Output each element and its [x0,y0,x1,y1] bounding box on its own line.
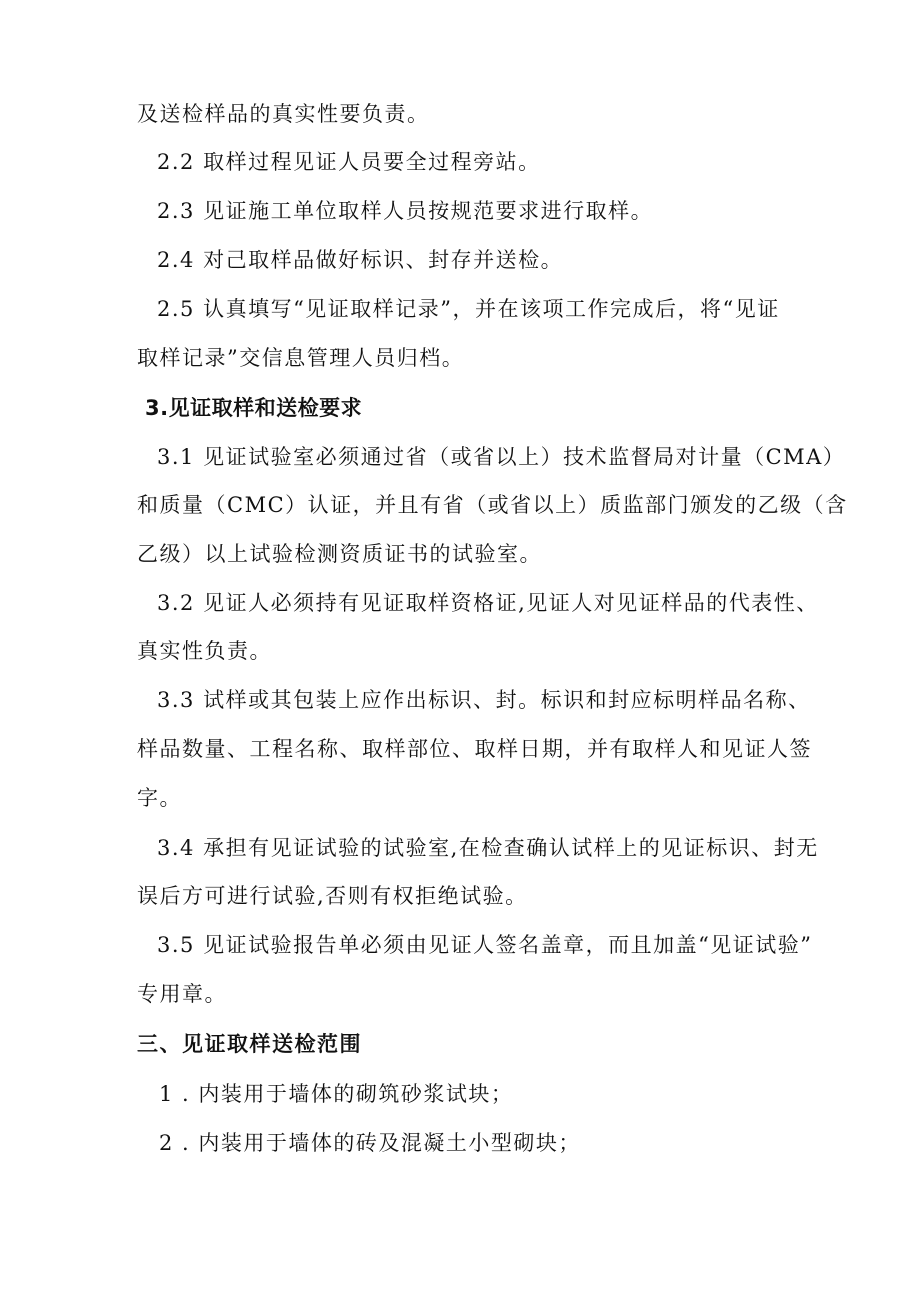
paragraph-line: 取样记录”交信息管理人员归档。 [137,346,465,370]
paragraph-line: 误后方可进行试验,否则有权拒绝试验。 [137,884,528,908]
list-item: 2 . 内装用于墙体的砖及混凝土小型砌块； [159,1131,581,1155]
paragraph-line: 专用章。 [137,982,227,1006]
paragraph-line: 3.5 见证试验报告单必须由见证人签名盖章，而且加盖“见证试验” [157,933,813,957]
section-heading: 三、见证取样送检范围 [137,1032,362,1056]
paragraph-line: 乙级）以上试验检测资质证书的试验室。 [137,542,542,566]
paragraph-line: 3.2 见证人必须持有见证取样资格证,见证人对见证样品的代表性、 [157,591,819,615]
paragraph-line: 样品数量、工程名称、取样部位、取样日期，并有取样人和见证人签 [137,737,812,761]
paragraph-line: 2.4 对己取样品做好标识、封存并送检。 [157,248,564,272]
paragraph-line: 3.3 试样或其包装上应作出标识、封。标识和封应标明样品名称、 [157,688,811,712]
paragraph-line: 2.3 见证施工单位取样人员按规范要求进行取样。 [157,199,654,223]
paragraph-line: 2.2 取样过程见证人员要全过程旁站。 [157,150,541,174]
section-heading: 3.见证取样和送检要求 [145,396,363,420]
paragraph-line: 3.1 见证试验室必须通过省（或省以上）技术监督局对计量（CMA） [157,445,846,469]
paragraph-line: 和质量（CMC）认证，并且有省（或省以上）质监部门颁发的乙级（含 [137,493,848,517]
list-item: 1 . 内装用于墙体的砌筑砂浆试块； [159,1082,514,1106]
paragraph-line: 字。 [137,786,182,810]
paragraph-line: 2.5 认真填写“见证取样记录”，并在该项工作完成后，将“见证 [157,297,780,321]
paragraph-line: 3.4 承担有见证试验的试验室,在检查确认试样上的见证标识、封无 [157,836,819,860]
paragraph-line: 真实性负责。 [137,639,272,663]
paragraph-line: 及送检样品的真实性要负责。 [137,102,430,126]
